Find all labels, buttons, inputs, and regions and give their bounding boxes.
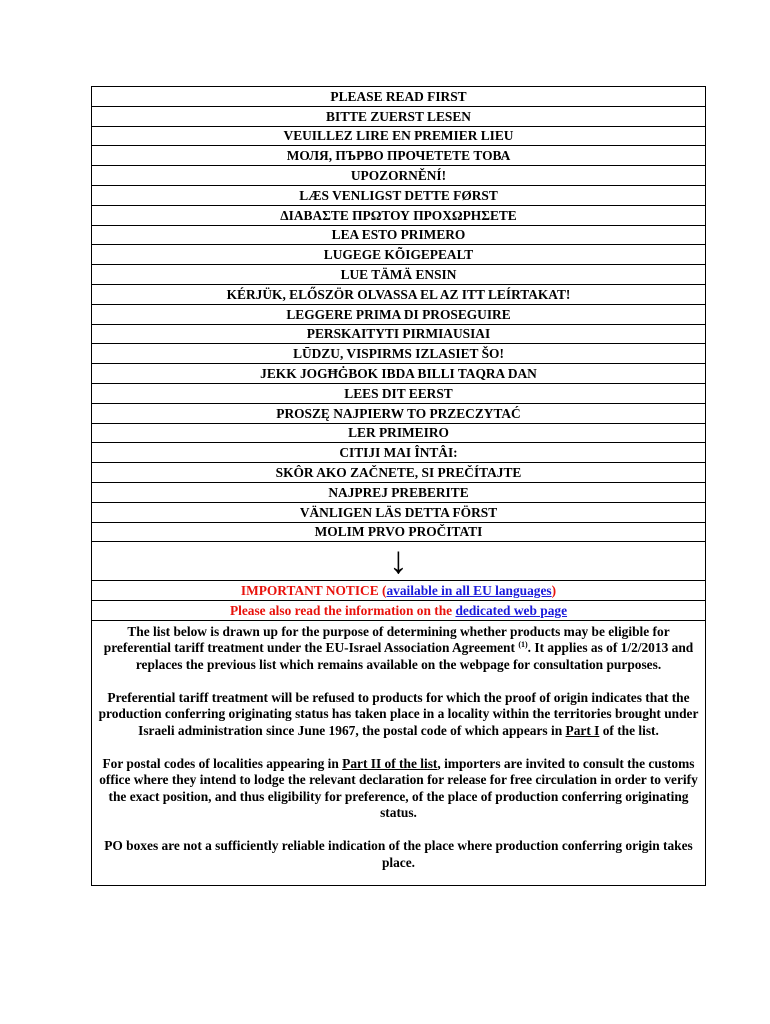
heading-et: LUGEGE KÕIGEPEALT	[92, 245, 706, 265]
notice-rows	[92, 542, 706, 886]
heading-row	[92, 166, 706, 186]
heading-sv: VÄNLIGEN LÄS DETTA FÖRST	[92, 502, 706, 522]
paragraph-3	[98, 756, 699, 822]
close-paren: )	[551, 583, 557, 599]
heading-row	[92, 344, 706, 364]
paragraph-1-text-a: The list below is drawn up for the purpose of determining whether products may be eligible for preferential tariff treatment under the EU-Israel Association Agreement	[103, 623, 670, 656]
heading-rows	[92, 87, 706, 542]
heading-row	[92, 146, 706, 166]
heading-row	[92, 87, 706, 107]
heading-row	[92, 265, 706, 285]
heading-nl: LEES DIT EERST	[92, 383, 706, 403]
heading-row	[92, 225, 706, 245]
arrow-row	[92, 542, 706, 581]
footnote-ref: (1)	[518, 640, 528, 650]
heading-cs: UPOZORNĚNÍ!	[92, 166, 706, 186]
heading-de: BITTE ZUERST LESEN	[92, 106, 706, 126]
heading-row	[92, 324, 706, 344]
heading-row	[92, 403, 706, 423]
web-page-text: Please also read the information on the	[229, 603, 456, 619]
heading-fr: VEUILLEZ LIRE EN PREMIER LIEU	[92, 126, 706, 146]
heading-hu: KÉRJÜK, ELŐSZÖR OLVASSA EL AZ ITT LEÍRTAKAT!	[92, 284, 706, 304]
heading-row	[92, 205, 706, 225]
heading-row	[92, 126, 706, 146]
heading-row	[92, 443, 706, 463]
heading-hr: MOLIM PRVO PROČITATI	[92, 522, 706, 542]
heading-da: LÆS VENLIGST DETTE FØRST	[92, 185, 706, 205]
heading-row	[92, 106, 706, 126]
heading-row	[92, 502, 706, 522]
paragraph-2-text-a: Preferential tariff treatment will be refused to products for which the proof of origin indicates that the production conferring originating status has taken place in a locality within the territories brought under Israeli administration since June 1967, the postal code of which appears in	[98, 689, 699, 738]
heading-bg: МОЛЯ, ПЪРВО ПРОЧЕТЕТЕ ТОВА	[92, 146, 706, 166]
open-paren: (	[378, 583, 387, 599]
part-i-link[interactable]: Part I	[565, 722, 600, 738]
body-row	[92, 620, 706, 886]
important-notice-row	[92, 581, 706, 601]
heading-sk: SKÔR AKO ZAČNETE, SI PREČÍTAJTE	[92, 463, 706, 483]
paragraph-3-text-b: , importers are invited to consult the customs office where they intend to lodge the relevant declaration for release for free circulation in order to verify the exact position, and thus eligibility for preference, of the place of production conferring originating status.	[99, 755, 698, 821]
paragraph-3-text-a: For postal codes of localities appearing in	[102, 755, 343, 771]
heading-row	[92, 463, 706, 483]
heading-row	[92, 185, 706, 205]
heading-pt: LER PRIMEIRO	[92, 423, 706, 443]
paragraph-1	[98, 624, 699, 674]
paragraph-4: PO boxes are not a sufficiently reliable indication of the place where production conferring origin takes place.	[104, 838, 693, 870]
heading-row	[92, 284, 706, 304]
part-ii-link[interactable]: Part II of the list	[342, 755, 438, 771]
heading-es: LEA ESTO PRIMERO	[92, 225, 706, 245]
heading-row	[92, 482, 706, 502]
heading-lv: LŪDZU, VISPIRMS IZLASIET ŠO!	[92, 344, 706, 364]
important-notice-title: IMPORTANT NOTICE	[240, 583, 379, 599]
heading-row	[92, 522, 706, 542]
web-page-row	[92, 601, 706, 621]
heading-en: PLEASE READ FIRST	[92, 87, 706, 107]
heading-mt: JEKK JOGĦĠBOK IBDA BILLI TAQRA DAN	[92, 364, 706, 384]
heading-ro: CITIJI MAI ÎNTÂI:	[92, 443, 706, 463]
body-cell	[92, 620, 706, 886]
heading-fi: LUE TÄMÄ ENSIN	[92, 265, 706, 285]
heading-row	[92, 383, 706, 403]
heading-row	[92, 304, 706, 324]
heading-el: ΔΙΑΒΑΣΤΕ ΠΡΩΤΟΥ ΠΡΟΧΩΡΗΣΕΤΕ	[92, 205, 706, 225]
paragraph-2-text-b: of the list.	[599, 722, 659, 738]
heading-lt: PERSKAITYTI PIRMIAUSIAI	[92, 324, 706, 344]
paragraph-1-text-b: . It applies as of 1/2/2013 and replaces the previous list which remains available on the webpage for consultation purposes.	[135, 640, 694, 672]
notice-table	[91, 86, 706, 886]
important-notice-cell	[92, 581, 706, 601]
web-page-cell	[92, 601, 706, 621]
paragraph-2	[98, 690, 699, 740]
heading-sl: NAJPREJ PREBERITE	[92, 482, 706, 502]
heading-row	[92, 423, 706, 443]
heading-row	[92, 245, 706, 265]
down-arrow-icon: ↓	[92, 542, 706, 581]
heading-row	[92, 364, 706, 384]
eu-languages-link[interactable]: available in all EU languages	[386, 583, 552, 599]
heading-it: LEGGERE PRIMA DI PROSEGUIRE	[92, 304, 706, 324]
dedicated-web-page-link[interactable]: dedicated web page	[455, 603, 568, 619]
heading-pl: PROSZĘ NAJPIERW TO PRZECZYTAĆ	[92, 403, 706, 423]
